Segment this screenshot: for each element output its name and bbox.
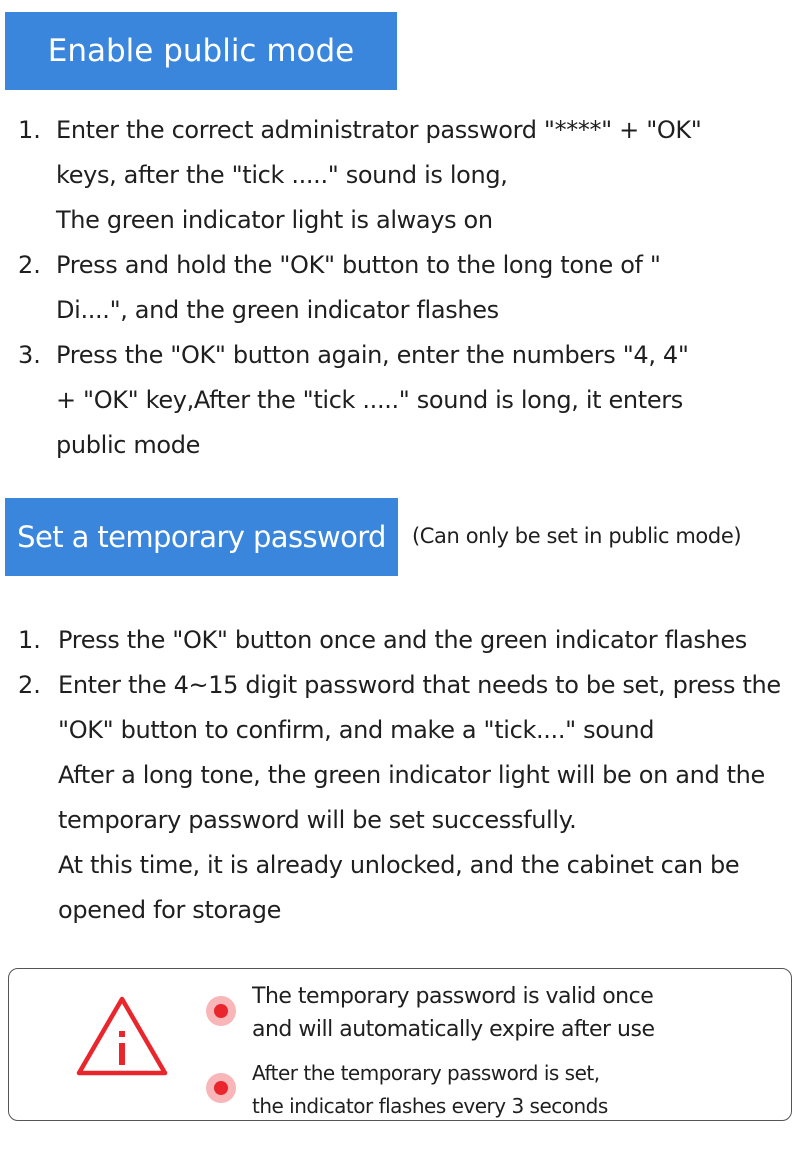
bullet-dot-icon (206, 1073, 236, 1103)
notice-text: After the temporary password is set, (252, 1061, 600, 1085)
notice-text: and will automatically expire after use (252, 1017, 655, 1042)
step-text: opened for storage (58, 896, 282, 924)
step-text: At this time, it is already unlocked, and the cabinet can be (58, 851, 740, 879)
step-item (0, 108, 800, 243)
step-text: "OK" button to confirm, and make a "tick...." sound (58, 716, 655, 744)
set-temporary-password-steps (0, 618, 800, 933)
step-text: public mode (56, 431, 201, 459)
section-note: (Can only be set in public mode) (412, 524, 742, 548)
step-text: + "OK" key,After the "tick ....." sound is long, it enters (56, 386, 683, 414)
step-text: After a long tone, the green indicator light will be on and the (58, 761, 765, 789)
notice-text: the indicator flashes every 3 seconds (252, 1094, 608, 1118)
notice-item (252, 1057, 608, 1123)
step-number: 2. (18, 671, 41, 699)
step-text: Press the "OK" button again, enter the numbers "4, 4" (56, 341, 689, 369)
bullet-dot-icon (206, 996, 236, 1026)
section-title-enable-public-mode: Enable public mode (5, 12, 397, 90)
enable-public-mode-steps (0, 108, 800, 468)
step-item (0, 618, 800, 663)
step-number: 1. (18, 626, 41, 654)
step-text: Press and hold the "OK" button to the long tone of " (56, 251, 661, 279)
step-text: temporary password will be set successfully. (58, 806, 577, 834)
step-text: Enter the correct administrator password "****" + "OK" (56, 116, 702, 144)
step-number: 3. (18, 341, 41, 369)
step-item (0, 663, 800, 933)
section-title-set-temporary-password: Set a temporary password (5, 498, 398, 576)
step-item (0, 243, 800, 333)
step-text: Enter the 4~15 digit password that needs to be set, press the (58, 671, 781, 699)
notice-item (252, 980, 655, 1046)
step-number: 2. (18, 251, 41, 279)
step-item (0, 333, 800, 468)
step-text: keys, after the "tick ....." sound is long, (56, 161, 508, 189)
step-text: The green indicator light is always on (56, 206, 493, 234)
warning-icon (74, 993, 170, 1079)
step-text: Press the "OK" button once and the green indicator flashes (58, 626, 747, 654)
step-text: Di....", and the green indicator flashes (56, 296, 499, 324)
step-number: 1. (18, 116, 41, 144)
notice-text: The temporary password is valid once (252, 984, 654, 1009)
